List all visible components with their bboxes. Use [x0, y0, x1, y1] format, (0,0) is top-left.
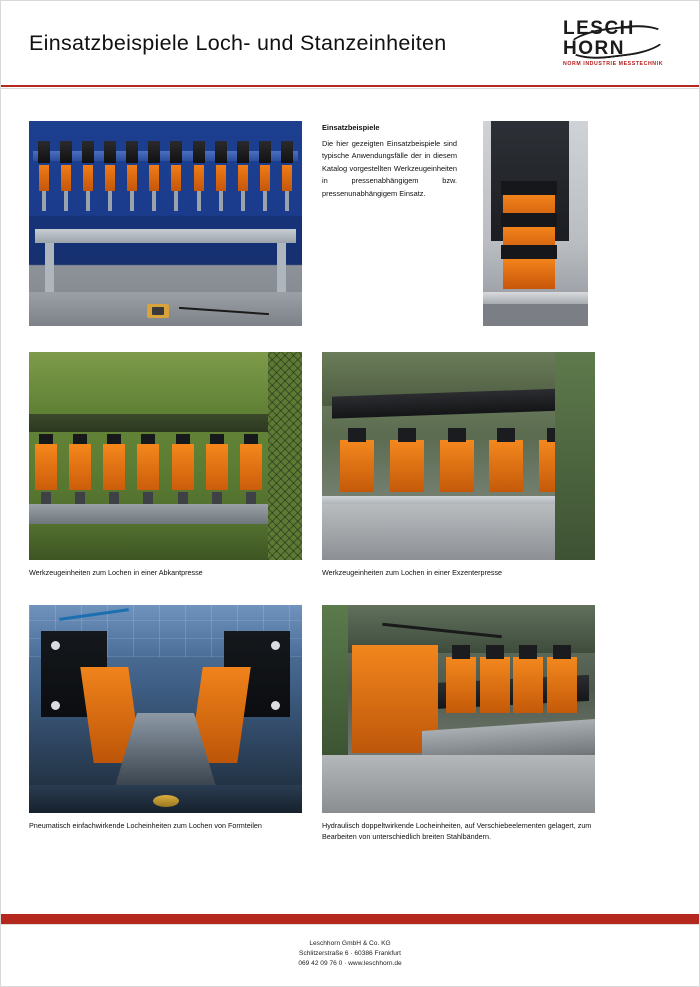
photo-block [501, 213, 557, 227]
photo-lower-body [29, 524, 302, 560]
figure-exzenterpresse [322, 352, 595, 579]
logo-line2: HORN [563, 38, 625, 59]
logo-line1: LESCH [563, 18, 635, 39]
photo-abkantpresse [29, 352, 302, 560]
photo-block [501, 181, 557, 195]
photo-exzenterpresse [322, 352, 595, 560]
figure-abkantpresse [29, 352, 302, 579]
intro-row [29, 121, 671, 326]
photo-unit [480, 657, 510, 713]
photo-tool [125, 141, 139, 211]
photo-press-line [29, 121, 302, 326]
photo-tool [81, 141, 95, 211]
page-header [1, 1, 699, 85]
photo-tool [258, 141, 272, 211]
header-divider-secondary [1, 88, 699, 89]
photo-unit [547, 657, 577, 713]
photo-bolt [51, 641, 60, 650]
figure-caption: Hydraulisch doppeltwirkende Locheinheiten, auf Verschiebeelementen gelagert, zum Bearbeiten von unterschiedlich breiten Stahlbändern. [322, 820, 592, 841]
photo-unit-row [446, 657, 577, 713]
photo-tool [147, 141, 161, 211]
header-divider [1, 85, 699, 87]
photo-tool-row [37, 141, 294, 211]
photo-tool [214, 141, 228, 211]
photo-tool [37, 141, 51, 211]
photo-coil [153, 795, 179, 807]
photo-unit-row [340, 440, 573, 492]
photo-tool [192, 141, 206, 211]
photo-unit [440, 440, 474, 492]
logo-subline: NORM INDUSTRIE MESSTECHNIK [563, 61, 664, 67]
page-footer [1, 914, 699, 986]
photo-foot-pedal [147, 304, 169, 318]
photo-safety-mesh [268, 352, 302, 560]
photo-vertical-units [483, 121, 588, 326]
photo-unit [446, 657, 476, 713]
photo-table [35, 229, 296, 243]
figure-hydraulisch [322, 605, 595, 843]
photo-unit [172, 434, 194, 506]
photo-machine-top [29, 352, 302, 414]
photo-unit [35, 434, 57, 506]
figure-caption: Pneumatisch einfachwirkende Locheinheiten zum Lochen von Formteilen [29, 820, 262, 830]
figure-row-3 [29, 605, 671, 843]
photo-bolt [51, 701, 60, 710]
photo-bed [29, 504, 302, 524]
photo-unit [206, 434, 228, 506]
photo-tool [280, 141, 294, 211]
page-content [1, 121, 699, 843]
photo-hydraulic-units [322, 605, 595, 813]
photo-bolt [271, 641, 280, 650]
footer-accent-bar [1, 914, 699, 924]
photo-unit [69, 434, 91, 506]
photo-unit-row [35, 434, 296, 506]
photo-block [501, 245, 557, 259]
photo-unit [137, 434, 159, 506]
figure-caption: Werkzeugeinheiten zum Lochen in einer Exzenterpresse [322, 568, 503, 577]
figure-row-2 [29, 352, 671, 579]
footer-street: Schlitzerstraße 6 · 60386 Frankfurt [299, 950, 401, 957]
footer-company: Leschhorn GmbH & Co. KG [309, 940, 391, 947]
company-logo [563, 15, 671, 71]
footer-contact: 069 42 09 76 0 · www.leschhorn.de [298, 960, 402, 967]
intro-text-block [322, 121, 457, 326]
figure-caption: Werkzeugeinheiten zum Lochen in einer Abkantpresse [29, 568, 203, 577]
photo-unit [489, 440, 523, 492]
photo-tool [59, 141, 73, 211]
page-title: Einsatzbeispiele Loch- und Stanzeinheiten [29, 30, 447, 55]
photo-tool [169, 141, 183, 211]
photo-unit [513, 657, 543, 713]
intro-body: Die hier gezeigten Einsatzbeispiele sind typische Anwendungsfälle der in diesem Katalog vorgestellten Werkzeugeinheiten in pressenabhängigem bzw. pressenunabhängigem Einsatz. [322, 139, 457, 198]
photo-pneumatic-units [29, 605, 302, 813]
photo-orange-unit [503, 259, 555, 289]
photo-green-column [555, 352, 595, 560]
photo-tool [103, 141, 117, 211]
photo-unit [340, 440, 374, 492]
photo-floor [483, 304, 588, 326]
photo-bolt [271, 701, 280, 710]
photo-tool [236, 141, 250, 211]
photo-unit [240, 434, 262, 506]
photo-unit [390, 440, 424, 492]
intro-heading: Einsatzbeispiele [322, 123, 380, 132]
photo-unit [103, 434, 125, 506]
footer-address [1, 925, 699, 969]
figure-pneumatisch [29, 605, 302, 843]
photo-green-column [322, 605, 348, 763]
photo-floor [322, 755, 595, 813]
photo-base [483, 292, 588, 304]
photo-dark-band [29, 414, 302, 432]
